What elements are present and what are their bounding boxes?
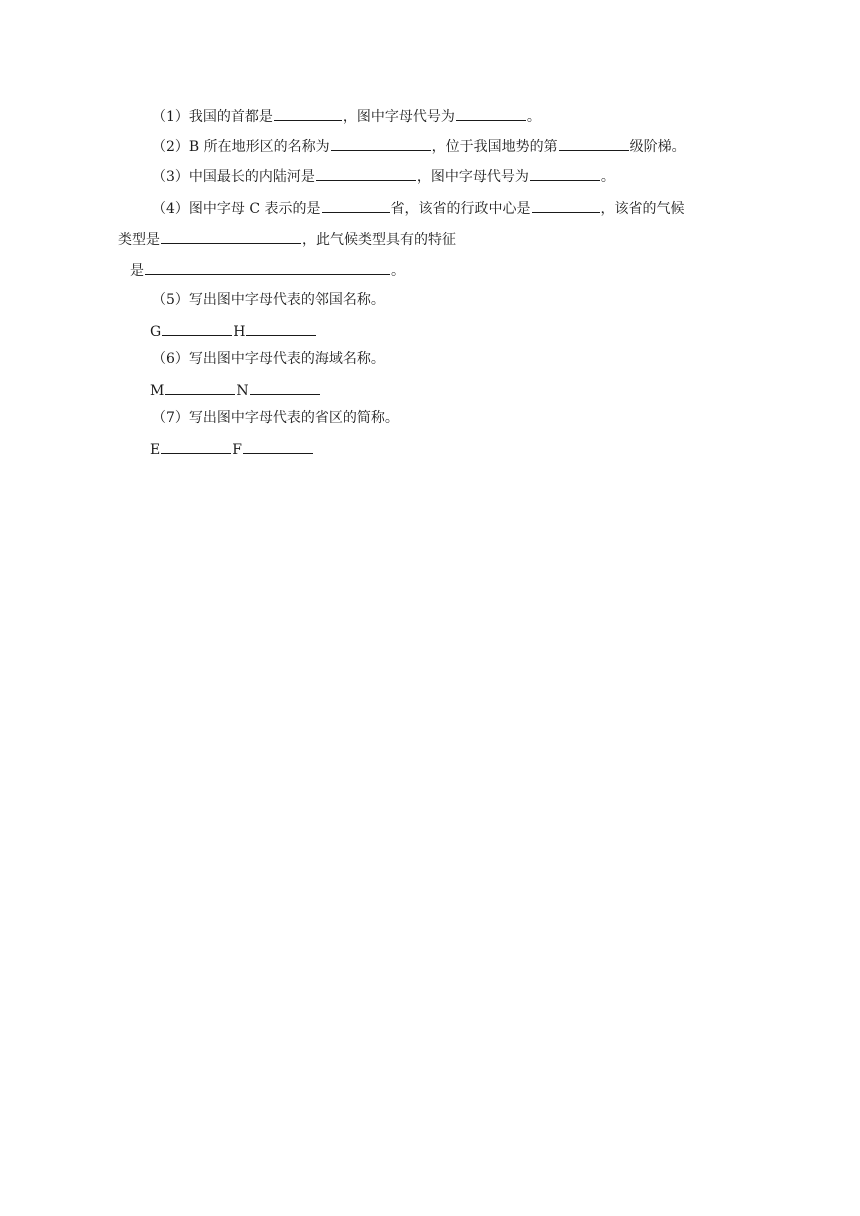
question-1 (152, 106, 541, 126)
question-3-text-c: 。 (600, 169, 615, 185)
question-5-number: （5） (152, 292, 189, 308)
question-4-text-f: 是 (130, 263, 144, 279)
question-6-label-n: N (236, 383, 249, 399)
question-5 (152, 291, 385, 309)
question-1-blank-letter[interactable] (456, 106, 526, 121)
question-6-number: （6） (152, 351, 189, 367)
question-5-blank-g[interactable] (162, 321, 232, 336)
question-4-text-g: 。 (391, 263, 405, 279)
question-4-text-a: 图中字母 C 表示的是 (188, 201, 321, 217)
question-2-number: （2） (152, 139, 189, 155)
question-4-number: （4） (152, 201, 189, 217)
question-2-text-b: ，位于我国地势的第 (431, 139, 558, 155)
question-2-text-c: 级阶梯。 (629, 139, 686, 155)
question-1-text-b: ，图中字母代号为 (342, 109, 455, 125)
question-1-text-a: 我国的首都是 (188, 109, 273, 125)
question-6-text: 写出图中字母代表的海域名称。 (188, 351, 385, 367)
question-4-text-c: ，该省的气候 (600, 201, 685, 217)
question-1-number: （1） (152, 109, 189, 125)
question-3-number: （3） (152, 169, 189, 185)
question-5-label-h: H (233, 324, 246, 340)
question-4-line-3 (130, 260, 405, 280)
question-1-text-c: 。 (526, 109, 541, 125)
question-2-blank-landform[interactable] (331, 136, 431, 151)
question-3-text-b: ，图中字母代号为 (416, 169, 529, 185)
question-7-blank-e[interactable] (161, 439, 231, 454)
question-4-blank-feature[interactable] (145, 260, 390, 275)
question-4-text-b: 省，该省的行政中心是 (390, 201, 531, 217)
question-7-label-e: E (150, 442, 161, 458)
question-6-blank-n[interactable] (250, 380, 320, 395)
question-4-blank-capital[interactable] (532, 198, 600, 213)
question-3-blank-letter[interactable] (530, 166, 600, 181)
question-7-label-f: F (232, 442, 242, 458)
question-7-text: 写出图中字母代表的省区的简称。 (188, 410, 399, 426)
question-3-blank-river[interactable] (316, 166, 416, 181)
question-4-line-2 (118, 229, 456, 249)
question-7 (152, 409, 399, 427)
question-6-blank-m[interactable] (165, 380, 235, 395)
question-6 (152, 350, 385, 368)
question-7-blank-f[interactable] (243, 439, 313, 454)
question-5-label-g: G (150, 324, 162, 340)
question-4-line-1 (152, 198, 685, 218)
question-2-blank-step[interactable] (559, 136, 629, 151)
question-4-text-d: 类型是 (118, 232, 160, 248)
question-5-text: 写出图中字母代表的邻国名称。 (188, 292, 385, 308)
question-3-text-a: 中国最长的内陆河是 (188, 169, 315, 185)
question-4-text-e: ，此气候类型具有的特征 (302, 232, 456, 248)
question-2-text-a: B 所在地形区的名称为 (188, 139, 330, 155)
question-1-blank-capital[interactable] (274, 106, 342, 121)
question-6-answers (150, 380, 321, 400)
question-7-answers (150, 439, 314, 459)
question-4-blank-climate[interactable] (161, 229, 301, 244)
question-7-number: （7） (152, 410, 189, 426)
question-5-answers (150, 321, 317, 341)
question-3 (152, 166, 615, 186)
question-2 (152, 136, 686, 156)
question-6-label-m: M (150, 383, 165, 399)
question-5-blank-h[interactable] (246, 321, 316, 336)
question-4-blank-province[interactable] (322, 198, 390, 213)
